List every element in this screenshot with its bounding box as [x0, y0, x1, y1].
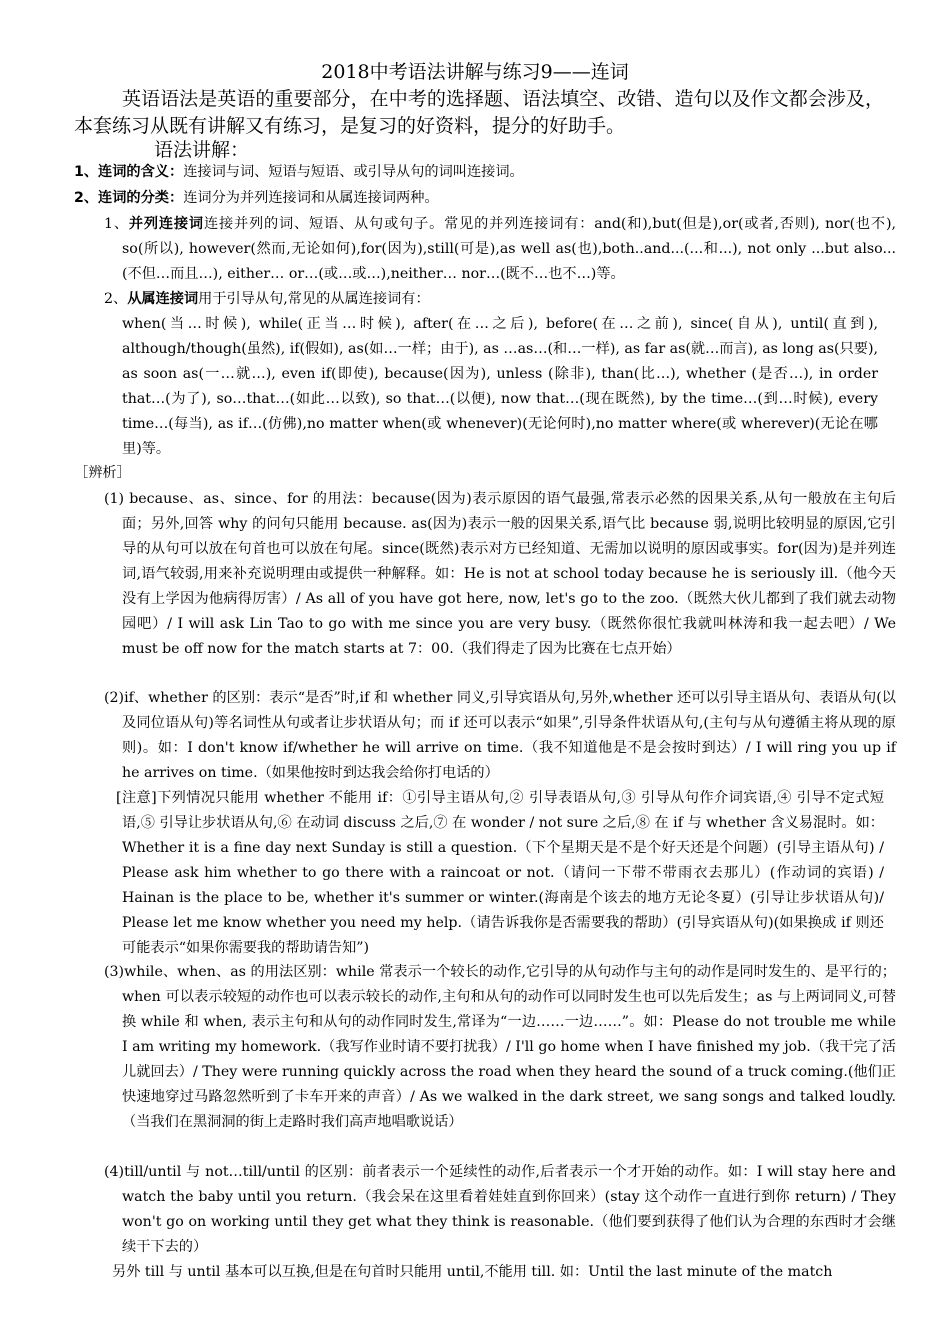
analysis-item-2-note: [注意]下列情况只能用 whether 不能用 if：①引导主语从句,② 引导表语从句,③ 引导从句作介词宾语,④ 引导不定式短语,⑤ 引导让步状语从句,⑥ 在动词 discuss 之后,⑦ 在 wonder / not sure 之后,⑧ 在 if 与 whether 含义易混时。如：Whether it is a fine day next Sunday is still a question.（下个星期天是不是个好天还是个问题）(引导主语从句) / Please ask him whether to go there with a raincoat or not.（请问一下带不带雨衣去那儿）(作动词的宾语) / Hainan is the place to be, whether it's summer or winter.(海南是个该去的地方无论冬夏）(引导让步状语从句)/ Please let me know whether you need my help.（请告诉我你是否需要我的帮助）(引导宾语从句)(如果换成 if 则还可能表示“如果你需要我的帮助请告知”)	[116, 790, 884, 956]
classification-text: 连词分为并列连接词和从属连接词两种。	[183, 190, 439, 206]
subordinating-number: 2、	[104, 291, 128, 307]
coordinating-number: 1、	[104, 216, 129, 232]
subordinating-list: when(当…时候), while(正当…时候), after(在…之后), before(在…之前), since(自从), until(直到), although/though(虽然), if(假如), as(如…一样；由于), as …as…(和…一样), as far as(就…而言), as long as(只要), as soon as(一…就…), even if(即使), because(因为), unless (除非), than(比…), whether (是否…), in order that…(为了), so…that…(如此…以致), so that…(以便), now that…(现在既然), by the time…(到…时候), every time…(每当), as if…(仿佛),no matter when(或 whenever)(无论何时),no matter where(或 wherever)(无论在哪里)等。	[122, 316, 878, 457]
analysis-item-1: (1) because、as、since、for 的用法：because(因为)表示原因的语气最强,常表示必然的因果关系,从句一般放在主句后面；另外,回答 why 的问句只能用 because. as(因为)表示一般的因果关系,语气比 because 弱,说明比较明显的原因,它引导的从句可以放在句首也可以放在句尾。since(既然)表示对方已经知道、无需加以说明的原因或事实。for(因为)是并列连词,语气较弱,用来补充说明理由或提供一种解释。如：He is not at school today because he is seriously ill.（他今天没有上学因为他病得厉害）/ As all of you have got here, now, let's go to the zoo.（既然大伙儿都到了我们就去动物园吧）/ I will ask Lin Tao to go with me since you are very busy.（既然你很忙我就叫林涛和我一起去吧）/ We must be off now for the match starts at 7：00.（我们得走了因为比赛在七点开始）	[104, 491, 896, 657]
classification-line	[74, 186, 914, 211]
classification-label: 2、连词的分类：	[74, 190, 184, 206]
definition-line	[74, 160, 914, 185]
subordinating-conjunctions-intro	[104, 287, 878, 312]
analysis-item-3: (3)while、when、as 的用法区别：while 常表示一个较长的动作,它引导的从句动作与主句的动作是同时发生的、是平行的；when 可以表示较短的动作也可以表示较长的动作,主句和从句的动作可以同时发生也可以先后发生；as 与上两词同义,可替换 while 和 when, 表示主句和从句的动作同时发生,常译为“一边……一边……”。如：Please do not trouble me while I am writing my homework.（我写作业时请不要打扰我）/ I'll go home when I have finished my job.（我干完了活儿就回去）/ They were running quickly across the road when they heard the sound of a truck coming.(他们正快速地穿过马路忽然听到了卡车开来的声音）/ As we walked in the dark street, we sang songs and talked loudly.（当我们在黑洞洞的街上走路时我们高声地唱歌说话）	[104, 964, 896, 1130]
analysis-heading: ［辨析］	[74, 465, 131, 481]
grammar-heading: 语法讲解：	[154, 139, 250, 161]
intro-paragraph: 英语语法是英语的重要部分，在中考的选择题、语法填空、改错、造句以及作文都会涉及，本套练习从既有讲解又有练习，是复习的好资料，提分的好助手。	[74, 88, 884, 137]
coordinating-text: 连接并列的词、短语、从句或句子。常见的并列连接词有：and(和),but(但是),or(或者,否则), nor(也不), so(所以), however(然而,无论如何),for(因为),still(可是),as well as(也),both..and...(...和...), not only ...but also...(不但…而且…), either… or…(或…或…),neither… nor…(既不…也不…)等。	[122, 216, 896, 282]
subordinating-text: 用于引导从句,常见的从属连接词有：	[198, 291, 430, 307]
page-title: 2018中考语法讲解与练习9——连词	[321, 61, 629, 83]
definition-text: 连接词与词、短语与短语、或引导从句的词叫连接词。	[183, 164, 524, 180]
subordinating-label: 从属连接词	[127, 291, 199, 307]
analysis-item-4: (4)till/until 与 not…till/until 的区别：前者表示一个延续性的动作,后者表示一个才开始的动作。如：I will stay here and watch the baby until you return.（我会呆在这里看着娃娃直到你回来）(stay 这个动作一直进行到你 return) / They won't go on working until they get what they think is reasonable.（他们要到获得了他们认为合理的东西时才会继续干下去的）	[104, 1164, 896, 1255]
analysis-item-5: 另外 till 与 until 基本可以互换,但是在句首时只能用 until,不能用 till. 如：Until the last minute of the match	[112, 1264, 833, 1280]
analysis-item-2: (2)if、whether 的区别：表示“是否”时,if 和 whether 同义,引导宾语从句,另外,whether 还可以引导主语从句、表语从句(以及同位语从句)等名词性从句或者让步状语从句；而 if 还可以表示“如果”,引导条件状语从句,(主句与从句遵循主将从现的原则)。如：I don't know if/whether he will arrive on time.（我不知道他是不是会按时到达）/ I will ring you up if he arrives on time.（如果他按时到达我会给你打电话的）	[104, 690, 896, 781]
coordinating-label: 并列连接词	[128, 216, 204, 232]
definition-label: 1、连词的含义：	[74, 164, 184, 180]
coordinating-conjunctions	[104, 212, 896, 287]
